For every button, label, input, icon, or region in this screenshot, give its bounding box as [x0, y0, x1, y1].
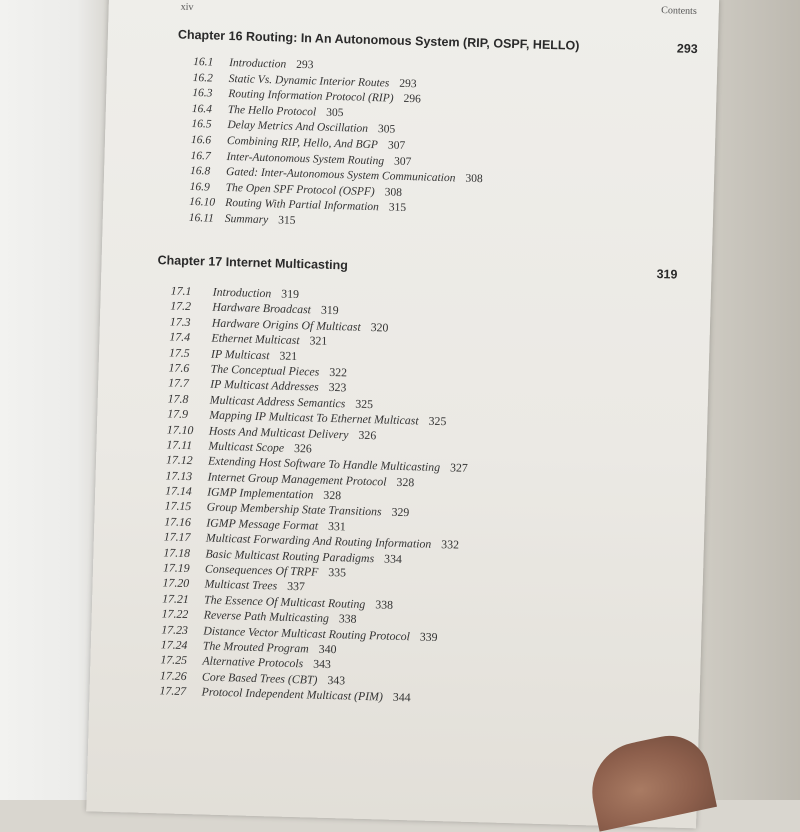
running-header: Contents: [661, 5, 697, 18]
section-page: 332: [441, 537, 460, 552]
section-page: 296: [403, 93, 421, 106]
chapter-title: Chapter 16 Routing: In An Autonomous System (RIP, OSPF, HELLO): [177, 27, 580, 53]
section-title: Group Membership State Transitions: [206, 500, 382, 519]
section-page: 338: [375, 597, 394, 612]
section-number: 16.6: [190, 133, 212, 147]
section-number: 17.22: [161, 606, 189, 622]
section-page: 335: [328, 564, 347, 580]
section-page: 331: [327, 518, 347, 534]
section-page: 307: [393, 155, 412, 168]
section-title: IGMP Message Format: [206, 515, 319, 533]
section-page: 305: [326, 106, 344, 119]
section-number: 17.12: [165, 452, 193, 468]
section-title: Combining RIP, Hello, And BGP: [226, 134, 379, 152]
section-number: 17.27: [159, 683, 187, 699]
section-page: 326: [293, 440, 313, 456]
section-number: 17.8: [167, 391, 189, 406]
section-page: 329: [391, 505, 410, 520]
section-title: The Open SPF Protocol (OSPF): [225, 181, 375, 198]
section-title: Routing With Partial Information: [225, 197, 380, 214]
section-title: Multicast Scope: [208, 438, 285, 455]
section-number: 17.5: [168, 344, 190, 360]
section-number: 16.7: [190, 149, 211, 163]
section-title: Core Based Trees (CBT): [201, 669, 318, 687]
section-number: 17.20: [162, 575, 190, 591]
chapter-16-heading: [177, 27, 698, 57]
section-title: Introduction: [228, 56, 287, 71]
section-number: 16.8: [189, 165, 211, 178]
section-number: 17.4: [169, 329, 191, 345]
section-number: 16.4: [191, 102, 213, 116]
section-title: Inter-Autonomous System Routing: [226, 150, 385, 167]
section-title: The Mrouted Program: [202, 638, 309, 656]
section-page: 340: [318, 641, 337, 657]
section-number: 16.11: [188, 211, 215, 225]
section-title: Multicast Address Semantics: [209, 392, 346, 411]
section-number: 17.24: [160, 637, 188, 653]
section-title: Protocol Independent Multicast (PIM): [201, 684, 384, 704]
section-number: 17.10: [166, 421, 194, 437]
section-title: Static Vs. Dynamic Interior Routes: [228, 72, 390, 90]
section-title: Mapping IP Multicast To Ethernet Multicast: [209, 407, 419, 428]
section-number: 16.3: [192, 87, 213, 100]
section-page: 293: [399, 77, 417, 90]
section-number: 17.23: [161, 621, 189, 637]
section-page: 344: [392, 689, 411, 705]
section-page: 328: [396, 474, 415, 490]
section-page: 319: [281, 286, 300, 302]
section-title: Summary: [224, 212, 269, 227]
section-page: 320: [370, 319, 389, 335]
chapter-17-heading: [157, 253, 678, 282]
section-page: 315: [388, 201, 407, 215]
section-title: Hardware Origins Of Multicast: [211, 315, 361, 334]
section-title: Delay Metrics And Oscillation: [227, 119, 369, 136]
section-number: 17.13: [165, 468, 193, 483]
chapter-17-entries: [159, 283, 472, 707]
section-title: Multicast Forwarding And Routing Information: [205, 530, 432, 552]
section-page: 339: [419, 629, 438, 644]
section-page: 343: [327, 672, 346, 688]
section-title: IGMP Implementation: [206, 484, 314, 502]
section-page: 321: [279, 348, 298, 363]
section-number: 17.15: [164, 498, 192, 514]
section-number: 17.11: [166, 437, 193, 453]
section-number: 17.19: [162, 560, 190, 576]
section-number: 16.9: [189, 180, 210, 194]
section-title: Ethernet Multicast: [211, 330, 300, 348]
section-page: 343: [313, 656, 332, 672]
chapter-16-entries: [189, 56, 486, 236]
section-page: 308: [384, 186, 403, 199]
section-page: 322: [329, 364, 348, 380]
section-title: Reverse Path Multicasting: [203, 607, 330, 626]
section-page: 321: [309, 333, 328, 349]
section-page: 315: [278, 214, 296, 227]
section-number: 17.18: [163, 544, 191, 560]
section-number: 16.10: [189, 196, 216, 209]
section-page: 325: [428, 413, 447, 429]
section-number: 17.21: [161, 591, 189, 606]
section-title: Distance Vector Multicast Routing Protocol: [203, 623, 411, 643]
section-page: 323: [328, 380, 347, 395]
section-page: 334: [383, 551, 403, 566]
section-page: 338: [338, 611, 357, 626]
section-title: IP Multicast: [210, 346, 270, 362]
section-number: 17.17: [163, 529, 191, 545]
section-title: Basic Multicast Routing Paradigms: [205, 546, 375, 565]
chapter-page-number: 319: [656, 267, 678, 282]
section-page: 337: [287, 579, 306, 594]
section-number: 17.3: [169, 314, 191, 329]
section-number: 16.2: [192, 71, 214, 85]
book-page: [86, 0, 719, 828]
section-number: 16.5: [191, 118, 212, 131]
section-page: 308: [465, 172, 483, 186]
section-title: Multicast Trees: [204, 576, 278, 593]
section-number: 17.25: [160, 652, 188, 668]
section-page: 327: [449, 460, 468, 476]
section-page: 293: [296, 58, 314, 72]
section-title: Routing Information Protocol (RIP): [228, 88, 394, 105]
section-title: IP Multicast Addresses: [209, 376, 319, 394]
section-title: Introduction: [212, 284, 272, 301]
section-page: 325: [355, 396, 374, 411]
section-page: 326: [358, 427, 377, 442]
chapter-page-number: 293: [676, 41, 698, 57]
section-title: Internet Group Management Protocol: [207, 469, 387, 489]
section-title: The Hello Protocol: [227, 103, 317, 119]
section-number: 17.1: [170, 283, 192, 299]
section-number: 16.1: [193, 55, 214, 69]
section-title: The Essence Of Multicast Routing: [203, 592, 366, 611]
section-title: Gated: Inter-Autonomous System Communication: [225, 166, 456, 185]
chapter-title: Chapter 17 Internet Multicasting: [157, 253, 349, 273]
section-page: 319: [320, 303, 339, 318]
section-title: Extending Host Software To Handle Multicasting: [207, 453, 441, 475]
section-page: 305: [377, 123, 396, 137]
section-page: 328: [323, 487, 342, 503]
section-number: 17.6: [168, 360, 190, 375]
section-number: 17.2: [170, 298, 192, 314]
section-number: 17.9: [167, 406, 189, 422]
section-number: 17.26: [159, 668, 187, 683]
page-number-header: xiv: [180, 1, 194, 13]
section-number: 17.7: [168, 375, 190, 391]
section-title: The Conceptual Pieces: [210, 361, 320, 379]
section-number: 17.16: [164, 514, 192, 529]
section-title: Alternative Protocols: [202, 653, 304, 671]
section-title: Hardware Broadcast: [212, 300, 312, 317]
section-number: 17.14: [165, 483, 192, 499]
section-title: Hosts And Multicast Delivery: [208, 423, 349, 441]
section-title: Consequences Of TRPF: [204, 561, 319, 579]
section-page: 307: [387, 139, 406, 152]
